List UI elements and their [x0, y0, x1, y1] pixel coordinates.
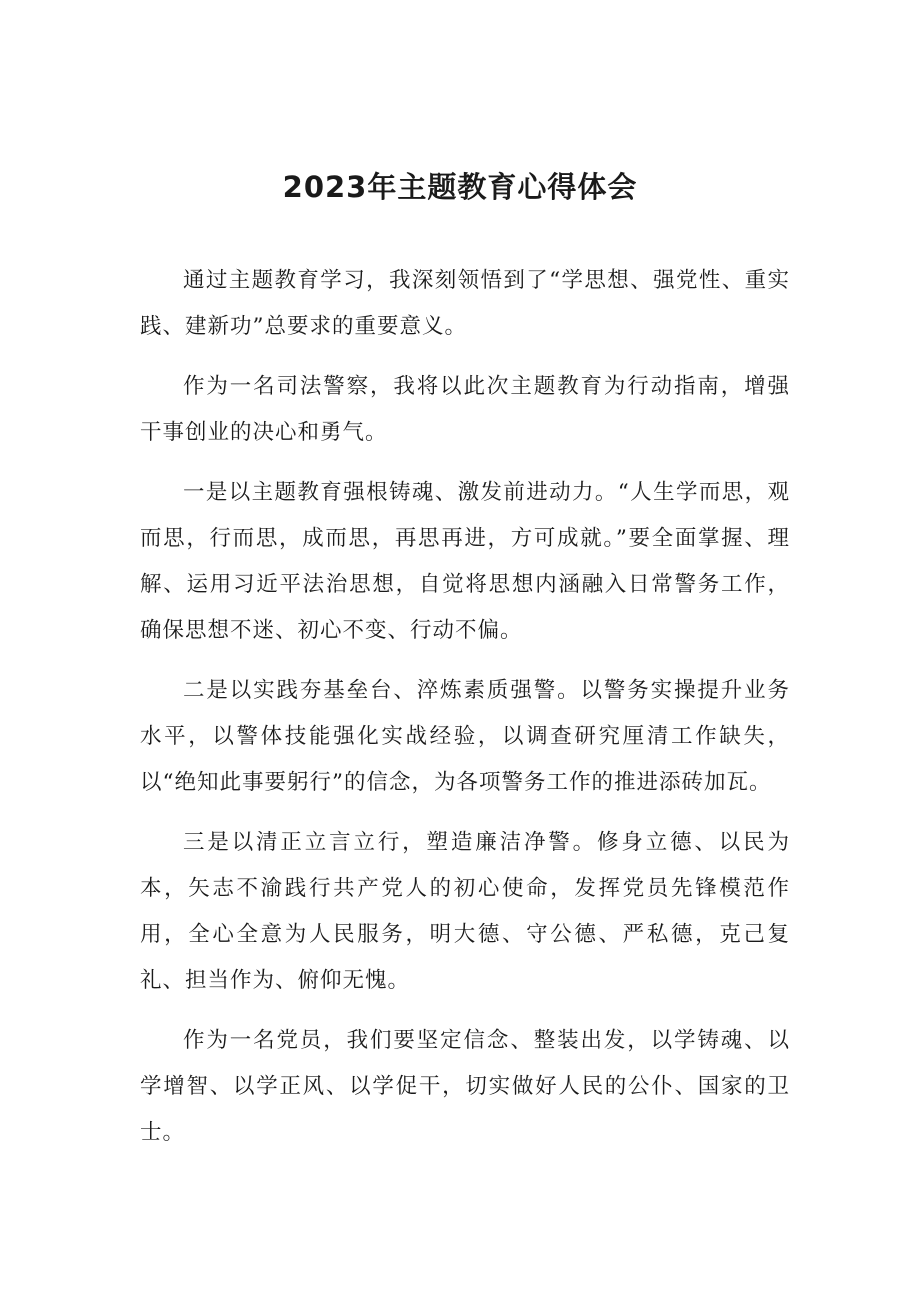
paragraph-intro: 通过主题教育学习，我深刻领悟到了“学思想、强党性、重实践、建新功”总要求的重要意义。 — [140, 268, 790, 339]
paragraph-point-two: 二是以实践夯基垒台、淬炼素质强警。以警务实操提升业务水平，以警体技能强化实战经验，以调查研究厘清工作缺失，以“绝知此事要躬行”的信念，为各项警务工作的推进添砖加瓦。 — [140, 678, 790, 795]
paragraph-conclusion: 作为一名党员，我们要坚定信念、整装出发，以学铸魂、以学增智、以学正风、以学促干，切实做好人民的公仆、国家的卫士。 — [140, 1028, 790, 1145]
paragraph-role: 作为一名司法警察，我将以此次主题教育为行动指南，增强干事创业的决心和勇气。 — [140, 374, 790, 445]
document-body — [140, 258, 790, 1170]
paragraph-point-three: 三是以清正立言立行，塑造廉洁净警。修身立德、以民为本，矢志不渝践行共产党人的初心使命，发挥党员先锋模范作用，全心全意为人民服务，明大德、守公德、严私德，克己复礼、担当作为、俯仰无愧。 — [140, 830, 790, 993]
paragraph-point-one: 一是以主题教育强根铸魂、激发前进动力。“人生学而思，观而思，行而思，成而思，再思再进，方可成就。”要全面掌握、理解、运用习近平法治思想，自觉将思想内涵融入日常警务工作，确保思想不迷、初心不变、行动不偏。 — [140, 480, 790, 643]
document-title: 2023年主题教育心得体会 — [282, 170, 638, 204]
